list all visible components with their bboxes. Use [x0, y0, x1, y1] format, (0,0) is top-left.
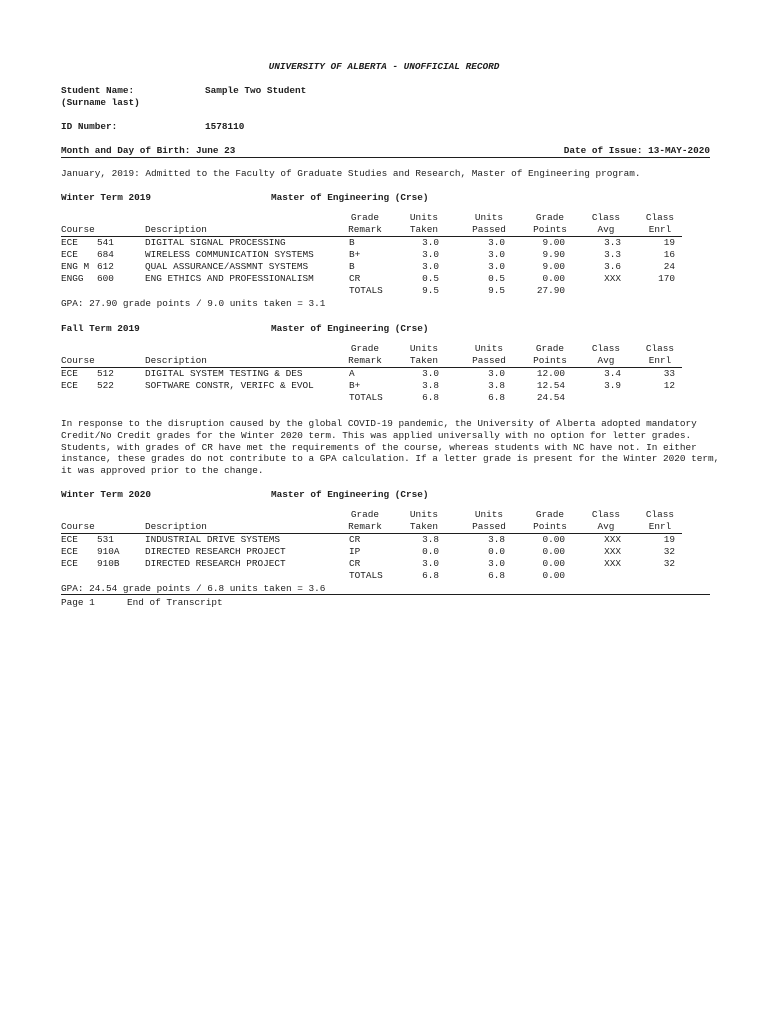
class-avg: XXX [604, 546, 621, 557]
grade-points: 9.90 [542, 249, 565, 260]
grade-points: 12.54 [536, 380, 565, 391]
header-description: Description [145, 224, 207, 235]
grade-points: 0.00 [542, 534, 565, 545]
grade-points: 0.00 [542, 558, 565, 569]
class-avg: 3.4 [604, 368, 621, 379]
header-grade [341, 509, 389, 532]
units-taken: 3.8 [422, 534, 439, 545]
header-divider [61, 157, 710, 158]
header-passed-line2: Passed [472, 354, 506, 366]
course-description: QUAL ASSURANCE/ASSMNT SYSTEMS [145, 261, 309, 272]
header-avg-line1: Class [591, 509, 621, 520]
totals-row [61, 285, 701, 297]
course-number: 512 [97, 368, 114, 379]
student-name-value: Sample Two Student [205, 85, 307, 96]
course-number: 531 [97, 534, 114, 545]
header-taken [397, 509, 451, 532]
class-enrl: 33 [663, 368, 675, 379]
course-grade: B+ [349, 249, 361, 260]
header-passed-line1: Units [474, 343, 504, 354]
header-enrl [633, 509, 687, 532]
grade-points: 0.00 [542, 273, 565, 284]
covid-note: In response to the disruption caused by the global COVID-19 pandemic, the University of Alberta adopted mandatory Credit/No Credit grades for the Winter 2020 term. This was applied universally with no option for letter grades. Students, with grades of CR have met the requirements of the course, whereas students with NC have not. In either instance, these grades do not contribute to a GPA calculation. If a letter grade is present for the Winter 2020 term, it was approved prior to the change. [61, 418, 720, 477]
units-taken: 3.0 [422, 249, 439, 260]
class-enrl: 32 [663, 546, 675, 557]
header-course: Course [61, 521, 95, 532]
totals-row [61, 392, 701, 404]
course-subject: ENG M [61, 261, 90, 272]
header-avg [579, 343, 633, 366]
term-program: Master of Engineering (Crse) [271, 323, 429, 334]
course-description: DIGITAL SYSTEM TESTING & DES [145, 368, 303, 379]
course-subject: ECE [61, 249, 78, 260]
header-taken [397, 212, 451, 235]
header-avg-line1: Class [591, 343, 621, 354]
class-enrl: 19 [663, 237, 675, 248]
end-of-transcript: End of Transcript [127, 597, 223, 608]
grade-points: 12.00 [536, 368, 565, 379]
header-grade-line1: Grade [350, 343, 380, 354]
class-enrl: 170 [658, 273, 675, 284]
course-grade: B [349, 237, 355, 248]
course-grade: A [349, 368, 355, 379]
column-headers [61, 212, 701, 236]
course-description: DIRECTED RESEARCH PROJECT [145, 546, 286, 557]
header-taken-line1: Units [409, 509, 439, 520]
course-number: 612 [97, 261, 114, 272]
header-enrl [633, 343, 687, 366]
header-points-line2: Points [533, 520, 567, 532]
units-taken: 3.0 [422, 368, 439, 379]
course-rows [61, 237, 701, 297]
course-number: 910A [97, 546, 120, 557]
course-row [61, 368, 701, 380]
column-headers [61, 343, 701, 367]
grade-points: 0.00 [542, 546, 565, 557]
header-grade-line1: Grade [350, 212, 380, 223]
course-row [61, 273, 701, 285]
course-subject: ECE [61, 237, 78, 248]
issue-date: Date of Issue: 13-MAY-2020 [563, 145, 710, 156]
student-name-label: Student Name: [61, 85, 135, 96]
header-points [523, 509, 577, 532]
course-description: DIGITAL SIGNAL PROCESSING [145, 237, 286, 248]
header-description: Description [145, 355, 207, 366]
units-passed: 3.0 [488, 237, 505, 248]
header-avg [579, 212, 633, 235]
header-grade-line2: Remark [348, 520, 382, 532]
birth-date: Month and Day of Birth: June 23 [61, 145, 236, 156]
header-passed [459, 343, 519, 366]
column-headers [61, 509, 701, 533]
totals-label: TOTALS [349, 285, 383, 296]
units-passed: 3.8 [488, 380, 505, 391]
document-title: UNIVERSITY OF ALBERTA - UNOFFICIAL RECORD [268, 61, 500, 72]
totals-taken: 6.8 [422, 392, 439, 403]
course-description: DIRECTED RESEARCH PROJECT [145, 558, 286, 569]
header-points [523, 343, 577, 366]
class-avg: 3.9 [604, 380, 621, 391]
course-subject: ENGG [61, 273, 84, 284]
term-name: Winter Term 2020 [61, 489, 152, 500]
gpa-line: GPA: 24.54 grade points / 6.8 units taken = 3.6 [61, 583, 326, 594]
course-subject: ECE [61, 534, 78, 545]
class-avg: XXX [604, 558, 621, 569]
units-taken: 3.8 [422, 380, 439, 391]
course-row [61, 534, 701, 546]
student-name-sublabel: (Surname last) [61, 97, 140, 108]
totals-label: TOTALS [349, 392, 383, 403]
header-enrl-line1: Class [645, 212, 675, 223]
header-enrl-line2: Enrl [648, 354, 672, 366]
header-avg-line2: Avg [597, 354, 615, 366]
header-grade-line2: Remark [348, 223, 382, 235]
course-number: 600 [97, 273, 114, 284]
header-passed-line1: Units [474, 212, 504, 223]
class-enrl: 32 [663, 558, 675, 569]
course-description: SOFTWARE CONSTR, VERIFC & EVOL [145, 380, 314, 391]
class-enrl: 19 [663, 534, 675, 545]
header-avg [579, 509, 633, 532]
header-enrl-line1: Class [645, 509, 675, 520]
course-subject: ECE [61, 546, 78, 557]
header-points-line2: Points [533, 354, 567, 366]
header-points [523, 212, 577, 235]
course-subject: ECE [61, 558, 78, 569]
header-grade-line1: Grade [350, 509, 380, 520]
class-avg: 3.3 [604, 237, 621, 248]
class-enrl: 12 [663, 380, 675, 391]
grade-points: 9.00 [542, 237, 565, 248]
course-row [61, 558, 701, 570]
admission-note: January, 2019: Admitted to the Faculty of Graduate Studies and Research, Master of Engineering program. [61, 168, 641, 179]
header-enrl [633, 212, 687, 235]
header-passed-line2: Passed [472, 223, 506, 235]
header-points-line1: Grade [535, 212, 565, 223]
course-row [61, 546, 701, 558]
course-description: WIRELESS COMMUNICATION SYSTEMS [145, 249, 314, 260]
id-number-label: ID Number: [61, 121, 118, 132]
course-grade: CR [349, 558, 361, 569]
term-name: Fall Term 2019 [61, 323, 140, 334]
course-row [61, 249, 701, 261]
header-taken [397, 343, 451, 366]
units-taken: 3.0 [422, 261, 439, 272]
totals-passed: 9.5 [488, 285, 505, 296]
header-enrl-line1: Class [645, 343, 675, 354]
units-passed: 3.0 [488, 368, 505, 379]
course-grade: B+ [349, 380, 361, 391]
gpa-line: GPA: 27.90 grade points / 9.0 units taken = 3.1 [61, 298, 326, 309]
course-row [61, 380, 701, 392]
birth-issue-row [61, 145, 710, 157]
course-rows [61, 534, 701, 582]
totals-label: TOTALS [349, 570, 383, 581]
units-passed: 3.0 [488, 558, 505, 569]
header-taken-line1: Units [409, 212, 439, 223]
header-enrl-line2: Enrl [648, 520, 672, 532]
course-description: ENG ETHICS AND PROFESSIONALISM [145, 273, 314, 284]
header-avg-line2: Avg [597, 223, 615, 235]
units-passed: 0.5 [488, 273, 505, 284]
units-taken: 0.0 [422, 546, 439, 557]
id-number-value: 1578110 [205, 121, 245, 132]
class-avg: 3.3 [604, 249, 621, 260]
class-enrl: 24 [663, 261, 675, 272]
header-points-line1: Grade [535, 509, 565, 520]
header-taken-line2: Taken [409, 223, 439, 235]
units-taken: 3.0 [422, 558, 439, 569]
class-enrl: 16 [663, 249, 675, 260]
header-course: Course [61, 355, 95, 366]
header-grade-line2: Remark [348, 354, 382, 366]
course-subject: ECE [61, 368, 78, 379]
header-taken-line2: Taken [409, 520, 439, 532]
header-course: Course [61, 224, 95, 235]
course-row [61, 237, 701, 249]
course-row [61, 261, 701, 273]
header-passed-line2: Passed [472, 520, 506, 532]
course-rows [61, 368, 701, 404]
course-number: 541 [97, 237, 114, 248]
page-number: Page 1 [61, 597, 95, 608]
term-name: Winter Term 2019 [61, 192, 152, 203]
totals-passed: 6.8 [488, 570, 505, 581]
class-avg: XXX [604, 273, 621, 284]
header-taken-line2: Taken [409, 354, 439, 366]
term-program: Master of Engineering (Crse) [271, 489, 429, 500]
units-passed: 3.8 [488, 534, 505, 545]
course-number: 522 [97, 380, 114, 391]
units-passed: 0.0 [488, 546, 505, 557]
course-grade: IP [349, 546, 361, 557]
header-taken-line1: Units [409, 343, 439, 354]
header-avg-line2: Avg [597, 520, 615, 532]
totals-points: 27.90 [536, 285, 565, 296]
totals-taken: 9.5 [422, 285, 439, 296]
header-grade [341, 343, 389, 366]
course-number: 684 [97, 249, 114, 260]
grade-points: 9.00 [542, 261, 565, 272]
header-passed [459, 212, 519, 235]
term-program: Master of Engineering (Crse) [271, 192, 429, 203]
header-description: Description [145, 521, 207, 532]
footer-divider [61, 594, 710, 595]
header-passed [459, 509, 519, 532]
header-enrl-line2: Enrl [648, 223, 672, 235]
course-grade: CR [349, 534, 361, 545]
totals-taken: 6.8 [422, 570, 439, 581]
class-avg: XXX [604, 534, 621, 545]
totals-row [61, 570, 701, 582]
units-taken: 3.0 [422, 237, 439, 248]
course-number: 910B [97, 558, 120, 569]
course-subject: ECE [61, 380, 78, 391]
units-taken: 0.5 [422, 273, 439, 284]
header-points-line2: Points [533, 223, 567, 235]
units-passed: 3.0 [488, 261, 505, 272]
class-avg: 3.6 [604, 261, 621, 272]
course-grade: CR [349, 273, 361, 284]
totals-points: 24.54 [536, 392, 565, 403]
totals-passed: 6.8 [488, 392, 505, 403]
header-avg-line1: Class [591, 212, 621, 223]
header-points-line1: Grade [535, 343, 565, 354]
course-description: INDUSTRIAL DRIVE SYSTEMS [145, 534, 281, 545]
course-grade: B [349, 261, 355, 272]
header-passed-line1: Units [474, 509, 504, 520]
units-passed: 3.0 [488, 249, 505, 260]
header-grade [341, 212, 389, 235]
totals-points: 0.00 [542, 570, 565, 581]
